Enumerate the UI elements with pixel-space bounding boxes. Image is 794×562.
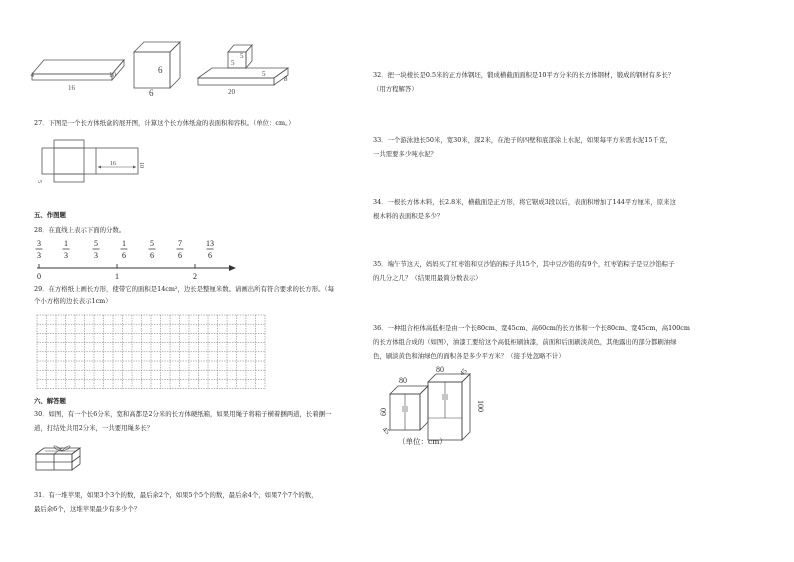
fraction-label [149, 239, 156, 260]
tick-label: 2 [193, 272, 197, 281]
fraction-label [206, 239, 214, 260]
q30-line1: 30．如图，有一个长6分米，宽和高都是2分米的长方体硬纸箱，如果用绳子将箱子横着捆两道，长着捆一 [34, 410, 332, 418]
svg-text:1: 1 [64, 239, 68, 248]
svg-text:7: 7 [178, 239, 182, 248]
svg-text:3: 3 [64, 251, 68, 260]
q35-line2: 的几分之几？（结果用最简分数表示） [373, 274, 482, 282]
dim-d-top: 45 [458, 366, 469, 378]
dim-top1: 5 [240, 52, 244, 60]
fraction-label [63, 239, 70, 260]
dim-h1: 60 [379, 408, 388, 416]
q34-line2: 根木料的表面积是多少？ [373, 212, 444, 220]
q34-line1: 34．一根长方体木料，长2.8米，横截面是正方形，将它锯成3段以后，表面积增加了144平方厘米，原来这 [373, 198, 676, 206]
tick-label: 1 [115, 272, 119, 281]
dim-top2: 5 [231, 59, 235, 67]
dim-bottom: 16 [68, 84, 75, 92]
fraction-label [93, 239, 100, 260]
figure-cube [130, 40, 190, 98]
dim-h2: 100 [476, 400, 485, 412]
dim-base-front: 5 [262, 70, 266, 78]
section-5-heading: 五、作图题 [34, 211, 66, 219]
q29-line2: 个小方格的边长表示1cm） [34, 297, 112, 305]
q31-line1: 31．有一堆苹果，如果3个3个的数，最后余2个，如果5个5个的数，最后余4个，如果7个7个的数， [34, 491, 318, 499]
svg-text:6: 6 [150, 251, 154, 260]
svg-text:6: 6 [208, 251, 212, 260]
q33-line2: 一共需要多少吨水泥？ [373, 150, 437, 158]
number-line [32, 238, 242, 282]
dim-w2: 80 [436, 366, 444, 374]
svg-text:5: 5 [150, 239, 154, 248]
grid-paper[interactable] [36, 314, 268, 390]
svg-text:5: 5 [94, 239, 98, 248]
dim-base-right: 8 [284, 75, 288, 83]
figure-cuboid-flat [28, 48, 128, 96]
svg-text:3: 3 [37, 239, 41, 248]
tick-label: 0 [37, 272, 41, 281]
svg-text:3: 3 [94, 251, 98, 260]
q29-line1: 29．在方格纸上画长方形，使带它的面积是14cm²，边长是整厘米数。请画出所有符合要求的长方形。（每 [34, 285, 335, 293]
q35-line1: 35．端午节这天，妈妈买了红枣馅和豆沙馅的粽子共15个，其中豆沙馅的有9个，红枣馅粽子是豆沙馅粽子 [373, 260, 675, 268]
dim-front: 6 [158, 65, 163, 75]
q36-line1: 36．一种组合柜体高低柜是由一个长80cm、宽45cm、高60cm的长方体和一个长80cm、宽45cm，高100cm [373, 324, 690, 332]
figure-box-net [36, 136, 146, 184]
gift-box-figure [34, 444, 84, 474]
q28-text: 28．在直线上表示下面的分数。 [34, 226, 126, 234]
svg-text:3: 3 [37, 251, 41, 260]
q36-unit-label: （单位：cm） [398, 437, 447, 446]
dim-left: 4 [30, 71, 34, 79]
net-height: 10 [138, 162, 144, 168]
q36-line2: 的长方体组合成的（如图），油漆工要给这个高低柜刷油漆，前面和后面刷淡黄色，其他露出的部分都刷油绿 [373, 338, 677, 346]
net-length: 16 [110, 161, 116, 167]
svg-text:6: 6 [178, 251, 182, 260]
section-6-heading: 六、解答题 [34, 397, 66, 405]
dim-d-bottom: 45 [380, 425, 392, 437]
dim-right: 10 [109, 71, 116, 79]
dim-bottom: 6 [149, 88, 154, 98]
fraction-label [177, 239, 184, 260]
q30-line2: 道，打结处共用2分米，一共要用绳多长？ [34, 424, 154, 432]
q36-line3: 色，刷淡黄色和油绿色的面积各是多少平方米？（接手处忽略不计） [373, 352, 565, 360]
dim-w1: 80 [399, 376, 407, 385]
dim-base-bottom: 20 [228, 88, 235, 96]
q31-line2: 最后余6个，这堆苹果最少有多少个？ [34, 505, 141, 513]
q27-text: 27．下图是一个长方体纸盒的展开图，计算这个长方体纸盒的表面积和容积。（单位：cm。） [34, 119, 295, 127]
svg-text:13: 13 [206, 239, 214, 248]
fraction-label [36, 239, 43, 260]
fraction-label [121, 239, 128, 260]
q32-line2: （用方程解答） [373, 85, 418, 93]
svg-text:6: 6 [122, 251, 126, 260]
net-width: 5 [36, 180, 42, 183]
q33-line1: 33．一个游泳池长50米，宽30米，深2米，在池子的四壁和底部涂上水泥，如果每平方米需水泥15千克， [373, 136, 672, 144]
svg-text:1: 1 [122, 239, 126, 248]
q32-line1: 32．把一块棱长是0.5米的正方体钢坯，锻成横截面面积是10平方分米的长方体钢材，锻成的钢材有多长？ [373, 71, 675, 79]
figure-stacked-cuboids [194, 40, 294, 98]
